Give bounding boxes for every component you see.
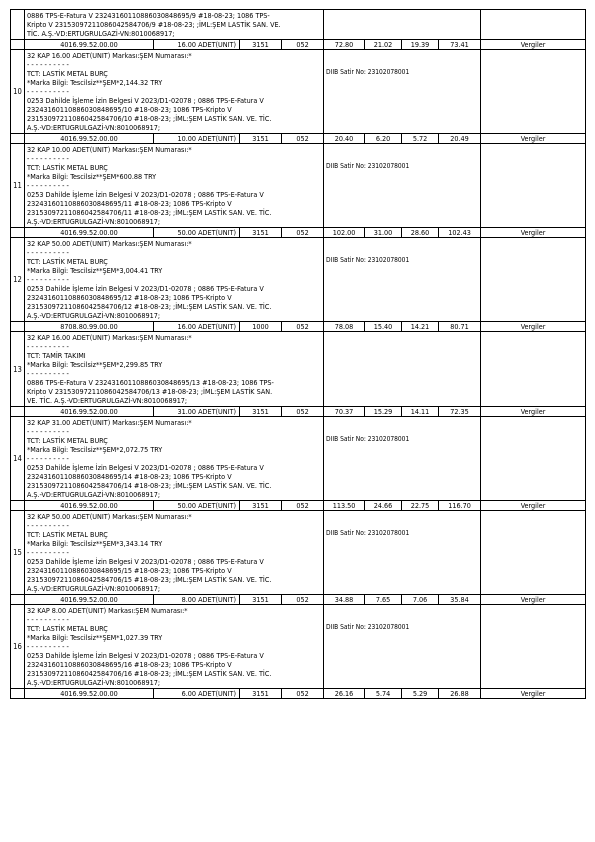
value-4: 26.88 — [439, 689, 481, 699]
description-line: - - - - - - - - - - — [27, 369, 69, 378]
taxes-label: Vergiler — [481, 689, 586, 699]
regime-code: 3151 — [240, 40, 282, 50]
item-header-row — [11, 407, 586, 417]
dib-line-number: DIIB Satir No: 23102078001 — [324, 238, 481, 322]
gtip-code: 4016.99.52.00.00 — [25, 134, 154, 144]
description-line: A.Ş.-VD:ERTUGRULGAZİ-VN:8010068917; — [27, 123, 161, 132]
description-line: 0253 Dahilde İşleme İzin Belgesi V 2023/D1-02078 ; 0886 TPS-E-Fatura V — [27, 96, 264, 105]
taxes-label: Vergiler — [481, 322, 586, 332]
description-line: A.Ş.-VD:ERTUGRULGAZİ-VN:8010068917; — [27, 678, 161, 687]
description-line: 0253 Dahilde İşleme İzin Belgesi V 2023/D1-02078 ; 0886 TPS-E-Fatura V — [27, 190, 264, 199]
item-number: 12 — [11, 238, 25, 322]
description-line: - - - - - - - - - - — [27, 154, 69, 163]
description-line: 23243160110886030848695/10 #18-08-23; 1086 TPS-Kripto V — [27, 105, 232, 114]
description-line: TCT: TAMİR TAKIMI — [27, 351, 86, 360]
description-line: Kripto V 23153097211086042584706/9 #18-08-23; ;İML:ŞEM LASTİK SAN. VE. — [27, 20, 281, 29]
description-line: 23243160110886030848695/14 #18-08-23; 1086 TPS-Kripto V — [27, 472, 232, 481]
blank-cell — [11, 40, 25, 50]
blank-cell — [11, 407, 25, 417]
description-line: - - - - - - - - - - — [27, 248, 69, 257]
country-code: 052 — [282, 322, 324, 332]
dib-line-number: DIIB Satir No: 23102078001 — [324, 144, 481, 228]
blank-cell — [11, 322, 25, 332]
item-number — [11, 10, 25, 40]
taxes-label: Vergiler — [481, 40, 586, 50]
value-3: 5.29 — [402, 689, 439, 699]
taxes-label: Vergiler — [481, 501, 586, 511]
item-header-row — [11, 228, 586, 238]
description-line: 23153097211086042584706/15 #18-08-23; ;İML:ŞEM LASTİK SAN. VE. TİC. — [27, 575, 272, 584]
item-description — [25, 605, 324, 689]
dib-line-number: DIIB Satir No: 23102078001 — [324, 417, 481, 501]
description-line: A.Ş.-VD:ERTUGRULGAZİ-VN:8010068917; — [27, 490, 161, 499]
description-line: TCT: LASTİK METAL BURÇ — [27, 69, 108, 78]
description-line: 23153097211086042584706/12 #18-08-23; ;İML:ŞEM LASTİK SAN. VE. TİC. — [27, 302, 272, 311]
description-line: 23243160110886030848695/16 #18-08-23; 1086 TPS-Kripto V — [27, 660, 232, 669]
item-description-row — [11, 332, 586, 407]
item-header-row — [11, 40, 586, 50]
description-line: 23153097211086042584706/10 #18-08-23; ;İML:ŞEM LASTİK SAN. VE. TİC. — [27, 114, 272, 123]
description-line: TCT: LASTİK METAL BURÇ — [27, 530, 108, 539]
item-header-row — [11, 322, 586, 332]
value-3: 28.60 — [402, 228, 439, 238]
description-line: *Marka Bilgi: Tescilsiz**ŞEM*3,343.14 TRY — [27, 539, 163, 548]
description-line: *Marka Bilgi: Tescilsiz**ŞEM*2,072.75 TRY — [27, 445, 163, 454]
item-description — [25, 332, 324, 407]
country-code: 052 — [282, 40, 324, 50]
quantity: 16.00 ADET(UNIT) — [154, 40, 240, 50]
value-2: 7.65 — [365, 595, 402, 605]
value-1: 72.80 — [324, 40, 365, 50]
item-description — [25, 10, 324, 40]
item-description-row — [11, 10, 586, 40]
item-description — [25, 238, 324, 322]
description-line: TCT: LASTİK METAL BURÇ — [27, 163, 108, 172]
description-line: - - - - - - - - - - — [27, 181, 69, 190]
quantity: 8.00 ADET(UNIT) — [154, 595, 240, 605]
gtip-code: 4016.99.52.00.00 — [25, 501, 154, 511]
quantity: 16.00 ADET(UNIT) — [154, 322, 240, 332]
value-1: 26.16 — [324, 689, 365, 699]
regime-code: 3151 — [240, 689, 282, 699]
value-1: 34.88 — [324, 595, 365, 605]
blank-cell — [481, 50, 586, 134]
value-4: 116.70 — [439, 501, 481, 511]
description-line: - - - - - - - - - - — [27, 342, 69, 351]
blank-cell — [481, 417, 586, 501]
description-line: - - - - - - - - - - — [27, 454, 69, 463]
declaration-items-page — [10, 9, 585, 699]
description-line: Kripto V 23153097211086042584706/13 #18-08-23; ;İML:ŞEM LASTİK SAN. — [27, 387, 273, 396]
item-number: 10 — [11, 50, 25, 134]
item-description-row — [11, 417, 586, 501]
value-4: 73.41 — [439, 40, 481, 50]
value-2: 31.00 — [365, 228, 402, 238]
item-description — [25, 511, 324, 595]
item-description — [25, 417, 324, 501]
value-1: 20.40 — [324, 134, 365, 144]
description-line: 23153097211086042584706/16 #18-08-23; ;İML:ŞEM LASTİK SAN. VE. TİC. — [27, 669, 272, 678]
item-description-row — [11, 605, 586, 689]
dib-line-number: DIIB Satir No: 23102078001 — [324, 605, 481, 689]
description-line: - - - - - - - - - - — [27, 427, 69, 436]
dib-line-number — [324, 10, 481, 40]
item-header-row — [11, 595, 586, 605]
taxes-label: Vergiler — [481, 595, 586, 605]
description-line: A.Ş.-VD:ERTUGRULGAZİ-VN:8010068917; — [27, 217, 161, 226]
value-3: 14.21 — [402, 322, 439, 332]
blank-cell — [11, 689, 25, 699]
value-2: 5.74 — [365, 689, 402, 699]
description-line: VE. TİC. A.Ş.-VD:ERTUGRULGAZİ-VN:8010068917; — [27, 396, 188, 405]
blank-cell — [481, 238, 586, 322]
value-2: 15.29 — [365, 407, 402, 417]
item-header-row — [11, 501, 586, 511]
item-description — [25, 144, 324, 228]
description-line: 32 KAP 16.00 ADET(UNIT) Markası:ŞEM Numarası:* — [27, 51, 192, 60]
item-number: 11 — [11, 144, 25, 228]
description-line: TİC. A.Ş.-VD:ERTUGRULGAZİ-VN:8010068917; — [27, 29, 175, 38]
description-line: 32 KAP 8.00 ADET(UNIT) Markası:ŞEM Numarası:* — [27, 606, 188, 615]
value-1: 70.37 — [324, 407, 365, 417]
dib-line-number: DIIB Satir No: 23102078001 — [324, 50, 481, 134]
description-line: - - - - - - - - - - — [27, 87, 69, 96]
description-line: *Marka Bilgi: Tescilsiz**ŞEM*1,027.39 TRY — [27, 633, 163, 642]
items-table — [10, 9, 586, 699]
description-line: 23153097211086042584706/11 #18-08-23; ;İML:ŞEM LASTİK SAN. VE. TİC. — [27, 208, 272, 217]
description-line: 23243160110886030848695/11 #18-08-23; 1086 TPS-Kripto V — [27, 199, 232, 208]
quantity: 50.00 ADET(UNIT) — [154, 228, 240, 238]
value-2: 21.02 — [365, 40, 402, 50]
description-line: *Marka Bilgi: Tescilsiz**ŞEM*2,144.32 TRY — [27, 78, 163, 87]
description-line: - - - - - - - - - - — [27, 642, 69, 651]
blank-cell — [11, 134, 25, 144]
value-3: 14.11 — [402, 407, 439, 417]
blank-cell — [481, 10, 586, 40]
value-1: 113.50 — [324, 501, 365, 511]
item-header-row — [11, 689, 586, 699]
regime-code: 3151 — [240, 228, 282, 238]
quantity: 50.00 ADET(UNIT) — [154, 501, 240, 511]
item-description — [25, 50, 324, 134]
value-1: 78.08 — [324, 322, 365, 332]
value-2: 24.66 — [365, 501, 402, 511]
gtip-code: 4016.99.52.00.00 — [25, 228, 154, 238]
item-description-row — [11, 238, 586, 322]
gtip-code: 8708.80.99.00.00 — [25, 322, 154, 332]
item-description-row — [11, 144, 586, 228]
quantity: 6.00 ADET(UNIT) — [154, 689, 240, 699]
description-line: A.Ş.-VD:ERTUGRULGAZİ-VN:8010068917; — [27, 311, 161, 320]
description-line: 0886 TPS-E-Fatura V 23243160110886030848695/9 #18-08-23; 1086 TPS- — [27, 11, 270, 20]
blank-cell — [481, 144, 586, 228]
item-description-row — [11, 50, 586, 134]
dib-line-number — [324, 332, 481, 407]
value-4: 102.43 — [439, 228, 481, 238]
regime-code: 3151 — [240, 407, 282, 417]
blank-cell — [481, 605, 586, 689]
country-code: 052 — [282, 134, 324, 144]
description-line: 23153097211086042584706/14 #18-08-23; ;İML:ŞEM LASTİK SAN. VE. TİC. — [27, 481, 272, 490]
value-3: 19.39 — [402, 40, 439, 50]
quantity: 31.00 ADET(UNIT) — [154, 407, 240, 417]
item-number: 16 — [11, 605, 25, 689]
value-4: 80.71 — [439, 322, 481, 332]
description-line: 0253 Dahilde İşleme İzin Belgesi V 2023/D1-02078 ; 0886 TPS-E-Fatura V — [27, 463, 264, 472]
description-line: - - - - - - - - - - — [27, 615, 69, 624]
country-code: 052 — [282, 689, 324, 699]
description-line: TCT: LASTİK METAL BURÇ — [27, 257, 108, 266]
item-number: 15 — [11, 511, 25, 595]
taxes-label: Vergiler — [481, 407, 586, 417]
regime-code: 3151 — [240, 595, 282, 605]
item-description-row — [11, 511, 586, 595]
description-line: 23243160110886030848695/12 #18-08-23; 1086 TPS-Kripto V — [27, 293, 232, 302]
value-1: 102.00 — [324, 228, 365, 238]
description-line: - - - - - - - - - - — [27, 521, 69, 530]
description-line: *Marka Bilgi: Tescilsiz**ŞEM*600.88 TRY — [27, 172, 157, 181]
value-2: 15.40 — [365, 322, 402, 332]
description-line: 32 KAP 16.00 ADET(UNIT) Markası:ŞEM Numarası:* — [27, 333, 192, 342]
description-line: A.Ş.-VD:ERTUGRULGAZİ-VN:8010068917; — [27, 584, 161, 593]
item-number: 14 — [11, 417, 25, 501]
description-line: - - - - - - - - - - — [27, 275, 69, 284]
description-line: 0253 Dahilde İşleme İzin Belgesi V 2023/D1-02078 ; 0886 TPS-E-Fatura V — [27, 284, 264, 293]
gtip-code: 4016.99.52.00.00 — [25, 595, 154, 605]
description-line: 32 KAP 10.00 ADET(UNIT) Markası:ŞEM Numarası:* — [27, 145, 192, 154]
description-line: 32 KAP 50.00 ADET(UNIT) Markası:ŞEM Numarası:* — [27, 239, 192, 248]
description-line: 32 KAP 31.00 ADET(UNIT) Markası:ŞEM Numarası:* — [27, 418, 192, 427]
description-line: *Marka Bilgi: Tescilsiz**ŞEM*2,299.85 TRY — [27, 360, 163, 369]
value-3: 5.72 — [402, 134, 439, 144]
description-line: TCT: LASTİK METAL BURÇ — [27, 436, 108, 445]
item-number: 13 — [11, 332, 25, 407]
description-line: 0886 TPS-E-Fatura V 23243160110886030848695/13 #18-08-23; 1086 TPS- — [27, 378, 274, 387]
description-line: 32 KAP 50.00 ADET(UNIT) Markası:ŞEM Numarası:* — [27, 512, 192, 521]
blank-cell — [11, 228, 25, 238]
country-code: 052 — [282, 501, 324, 511]
taxes-label: Vergiler — [481, 228, 586, 238]
blank-cell — [481, 332, 586, 407]
value-4: 35.84 — [439, 595, 481, 605]
value-3: 7.06 — [402, 595, 439, 605]
item-header-row — [11, 134, 586, 144]
blank-cell — [11, 501, 25, 511]
description-line: - - - - - - - - - - — [27, 60, 69, 69]
gtip-code: 4016.99.52.00.00 — [25, 40, 154, 50]
quantity: 10.00 ADET(UNIT) — [154, 134, 240, 144]
description-line: - - - - - - - - - - — [27, 548, 69, 557]
description-line: *Marka Bilgi: Tescilsiz**ŞEM*3,004.41 TRY — [27, 266, 163, 275]
country-code: 052 — [282, 228, 324, 238]
regime-code: 3151 — [240, 134, 282, 144]
taxes-label: Vergiler — [481, 134, 586, 144]
description-line: TCT: LASTİK METAL BURÇ — [27, 624, 108, 633]
gtip-code: 4016.99.52.00.00 — [25, 407, 154, 417]
value-4: 20.49 — [439, 134, 481, 144]
blank-cell — [481, 511, 586, 595]
description-line: 0253 Dahilde İşleme İzin Belgesi V 2023/D1-02078 ; 0886 TPS-E-Fatura V — [27, 557, 264, 566]
value-3: 22.75 — [402, 501, 439, 511]
value-2: 6.20 — [365, 134, 402, 144]
description-line: 23243160110886030848695/15 #18-08-23; 1086 TPS-Kripto V — [27, 566, 232, 575]
country-code: 052 — [282, 407, 324, 417]
regime-code: 3151 — [240, 501, 282, 511]
country-code: 052 — [282, 595, 324, 605]
regime-code: 1000 — [240, 322, 282, 332]
description-line: 0253 Dahilde İşleme İzin Belgesi V 2023/D1-02078 ; 0886 TPS-E-Fatura V — [27, 651, 264, 660]
value-4: 72.35 — [439, 407, 481, 417]
blank-cell — [11, 595, 25, 605]
gtip-code: 4016.99.52.00.00 — [25, 689, 154, 699]
dib-line-number: DIIB Satir No: 23102078001 — [324, 511, 481, 595]
